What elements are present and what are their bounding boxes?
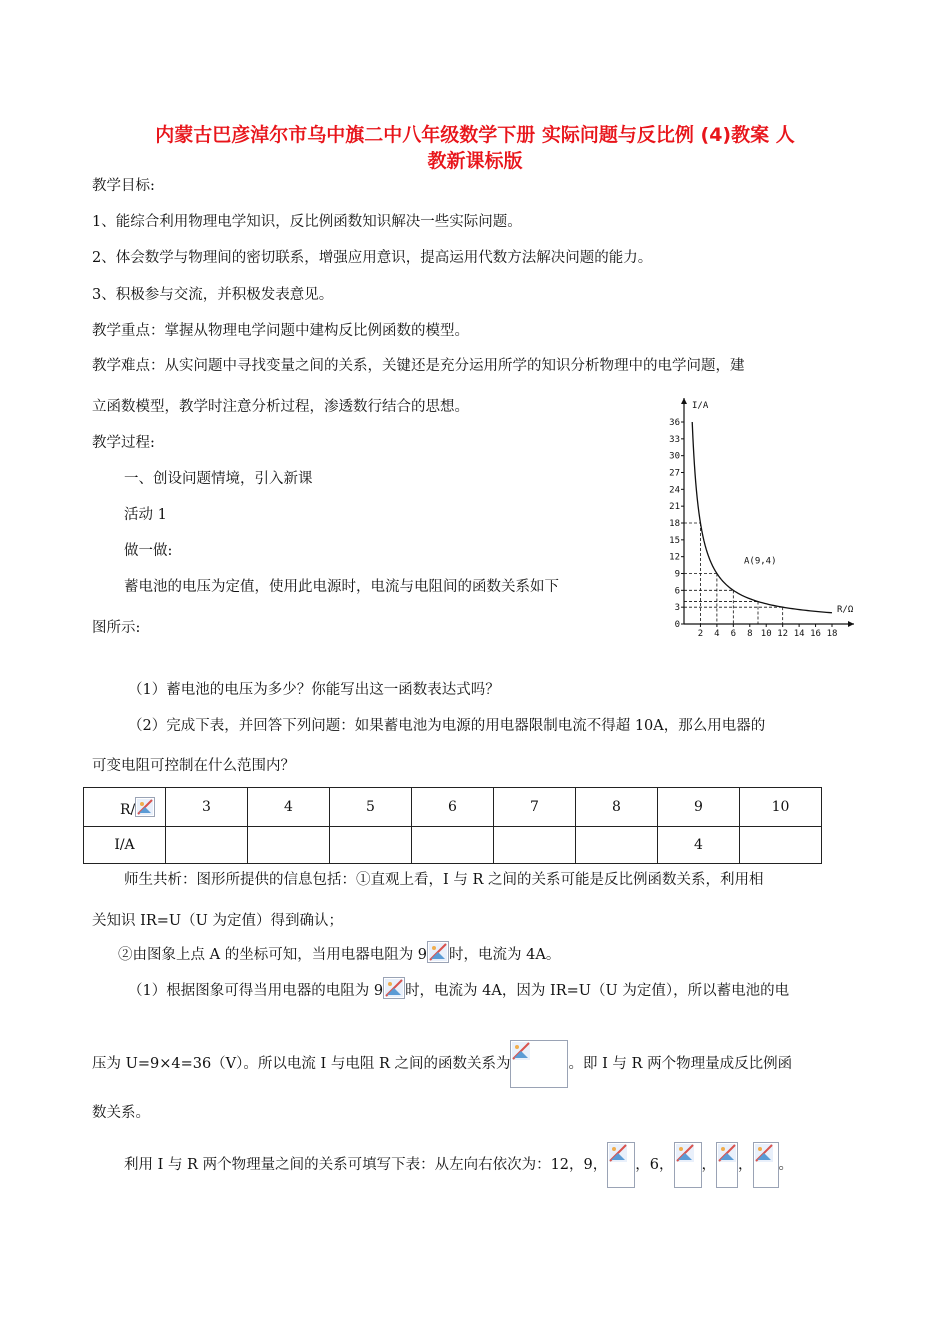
answer-1-line-1-end: 时，电流为 4A，因为 IR=U（U 为定值），所以蓄电池的电 <box>405 983 790 999</box>
fraction-image <box>753 1142 779 1188</box>
activity-label: 活动 1 <box>124 507 167 523</box>
fill-in-six: ，6， <box>635 1157 674 1173</box>
resistance-row <box>84 788 822 827</box>
key-point: 教学重点：掌握从物理电学问题中建构反比例函数的模型。 <box>92 323 469 339</box>
resistance-header-label: R/ <box>120 801 136 818</box>
ohm-symbol-image <box>427 941 449 963</box>
current-value-cell[interactable] <box>494 827 576 864</box>
goal-2: 2、体会数学与物理间的密切联系，增强应用意识，提高运用代数方法解决问题的能力。 <box>92 250 653 266</box>
goal-3: 3、积极参与交流，并积极发表意见。 <box>92 287 334 303</box>
resistance-value-cell: 10 <box>740 788 822 827</box>
section-1-heading: 一、创设问题情境，引入新课 <box>124 471 313 487</box>
difficulty-line-2: 立函数模型，教学时注意分析过程，渗透数行结合的思想。 <box>92 399 469 415</box>
x-tick-label: 4 <box>714 629 720 639</box>
ohm-symbol-image <box>383 977 405 999</box>
resistance-value-cell: 4 <box>248 788 330 827</box>
y-tick-label: 6 <box>674 586 680 597</box>
analysis-line-3-start: ②由图象上点 A 的坐标可知，当用电器电阻为 9 <box>118 947 428 963</box>
y-tick-label: 18 <box>669 519 680 529</box>
current-value-cell[interactable] <box>412 827 494 864</box>
fraction-image <box>607 1142 635 1188</box>
y-tick-label: 30 <box>669 451 680 462</box>
process-heading: 教学过程: <box>92 435 155 451</box>
answer-1-line-2-end: 。即 I 与 R 两个物理量成反比例函 <box>568 1056 793 1072</box>
y-tick-label: 15 <box>669 535 680 546</box>
question-2-line-2: 可变电阻可控制在什么范围内？ <box>92 758 295 774</box>
goals-heading: 教学目标: <box>92 178 155 194</box>
x-tick-label: 10 <box>760 629 772 639</box>
resistance-value-cell: 5 <box>330 788 412 827</box>
y-tick-label: 24 <box>669 485 680 496</box>
current-value-cell[interactable]: 4 <box>658 827 740 864</box>
resistance-value-cell: 8 <box>576 788 658 827</box>
answer-1-line-2-start: 压为 U=9×4=36（V）。所以电流 I 与电阻 R 之间的函数关系为 <box>92 1056 511 1072</box>
y-axis-arrow <box>681 398 687 404</box>
question-1: （1）蓄电池的电压为多少？你能写出这一函数表达式吗？ <box>128 682 500 698</box>
x-tick-label: 16 <box>810 629 821 639</box>
answer-1-line-1 <box>128 977 789 1001</box>
analysis-line-3 <box>118 941 560 965</box>
resistance-value-cell: 7 <box>494 788 576 827</box>
document-title-line-2: 教新课标版 <box>427 150 523 172</box>
series-curve <box>692 422 832 613</box>
intro-line-1: 蓄电池的电压为定值，使用此电源时，电流与电阻间的函数关系如下 <box>124 579 559 595</box>
y-tick-label: 27 <box>669 468 680 479</box>
answer-1-line-2 <box>92 1040 792 1088</box>
goal-1: 1、能综合利用物理电学知识，反比例函数知识解决一些实际问题。 <box>92 214 522 230</box>
x-tick-label: 2 <box>697 629 704 639</box>
current-header-cell: I/A <box>84 827 166 864</box>
question-2-line-1: （2）完成下表，并回答下列问题：如果蓄电池为电源的用电器限制电流不得超 10A，那么用电器的 <box>128 718 766 734</box>
resistance-value-cell: 6 <box>412 788 494 827</box>
fraction-image <box>674 1142 702 1188</box>
y-tick-label: 36 <box>669 418 680 428</box>
analysis-line-3-end: 时，电流为 4A。 <box>449 947 561 963</box>
analysis-line-1: 师生共析：图形所提供的信息包括：①直观上看，I 与 R 之间的关系可能是反比例函数关系，利用相 <box>124 872 764 888</box>
fill-in-comma: ， <box>738 1157 753 1173</box>
analysis-line-2: 关知识 IR=U（U 为定值）得到确认； <box>92 913 343 929</box>
current-value-cell[interactable] <box>166 827 248 864</box>
x-tick-label: 14 <box>793 629 805 639</box>
fill-in-line <box>124 1142 793 1188</box>
fill-in-period: 。 <box>778 1157 793 1173</box>
x-tick-label: 6 <box>730 629 737 639</box>
current-value-cell[interactable] <box>740 827 822 864</box>
answer-1-line-1-start: （1）根据图象可得当用电器的电阻为 9 <box>128 983 384 999</box>
y-tick-label: 33 <box>669 434 680 445</box>
document-title-line-1: 内蒙古巴彦淖尔市乌中旗二中八年级数学下册 实际问题与反比例 (4)教案 人 <box>155 124 795 146</box>
y-tick-label: 0 <box>674 620 680 630</box>
ohm-symbol-image <box>135 797 155 817</box>
current-value-cell[interactable] <box>576 827 658 864</box>
formula-image <box>510 1040 568 1088</box>
resistance-value-cell: 3 <box>166 788 248 827</box>
x-tick-label: 12 <box>777 629 789 639</box>
current-resistance-chart <box>632 380 864 642</box>
try-it-label: 做一做: <box>124 543 173 559</box>
chart-layer <box>669 398 854 639</box>
y-tick-label: 12 <box>669 552 680 563</box>
current-value-cell[interactable] <box>248 827 330 864</box>
difficulty-line-1: 教学难点：从实问题中寻找变量之间的关系，关键还是充分运用所学的知识分析物理中的电学问题，建 <box>92 358 745 374</box>
y-tick-label: 21 <box>669 502 680 513</box>
x-axis-label: R/Ω <box>837 605 854 615</box>
answer-1-line-3: 数关系。 <box>92 1105 150 1121</box>
x-tick-label: 8 <box>747 629 753 639</box>
x-tick-label: 18 <box>826 629 838 639</box>
resistance-header-cell <box>84 788 166 827</box>
y-tick-label: 9 <box>674 569 680 580</box>
values-table <box>83 787 822 864</box>
current-value-cell[interactable] <box>330 827 412 864</box>
fraction-image <box>716 1142 738 1188</box>
resistance-value-cell: 9 <box>658 788 740 827</box>
x-axis-arrow <box>848 621 854 627</box>
current-row <box>84 827 822 864</box>
y-tick-label: 3 <box>674 603 680 614</box>
fill-in-start: 利用 I 与 R 两个物理量之间的关系可填写下表：从左向右依次为：12，9， <box>124 1157 608 1173</box>
intro-line-2: 图所示: <box>92 620 141 636</box>
fill-in-comma: ， <box>701 1157 716 1173</box>
point-a-label: A(9,4) <box>744 556 777 567</box>
y-axis-label: I/A <box>692 401 709 411</box>
